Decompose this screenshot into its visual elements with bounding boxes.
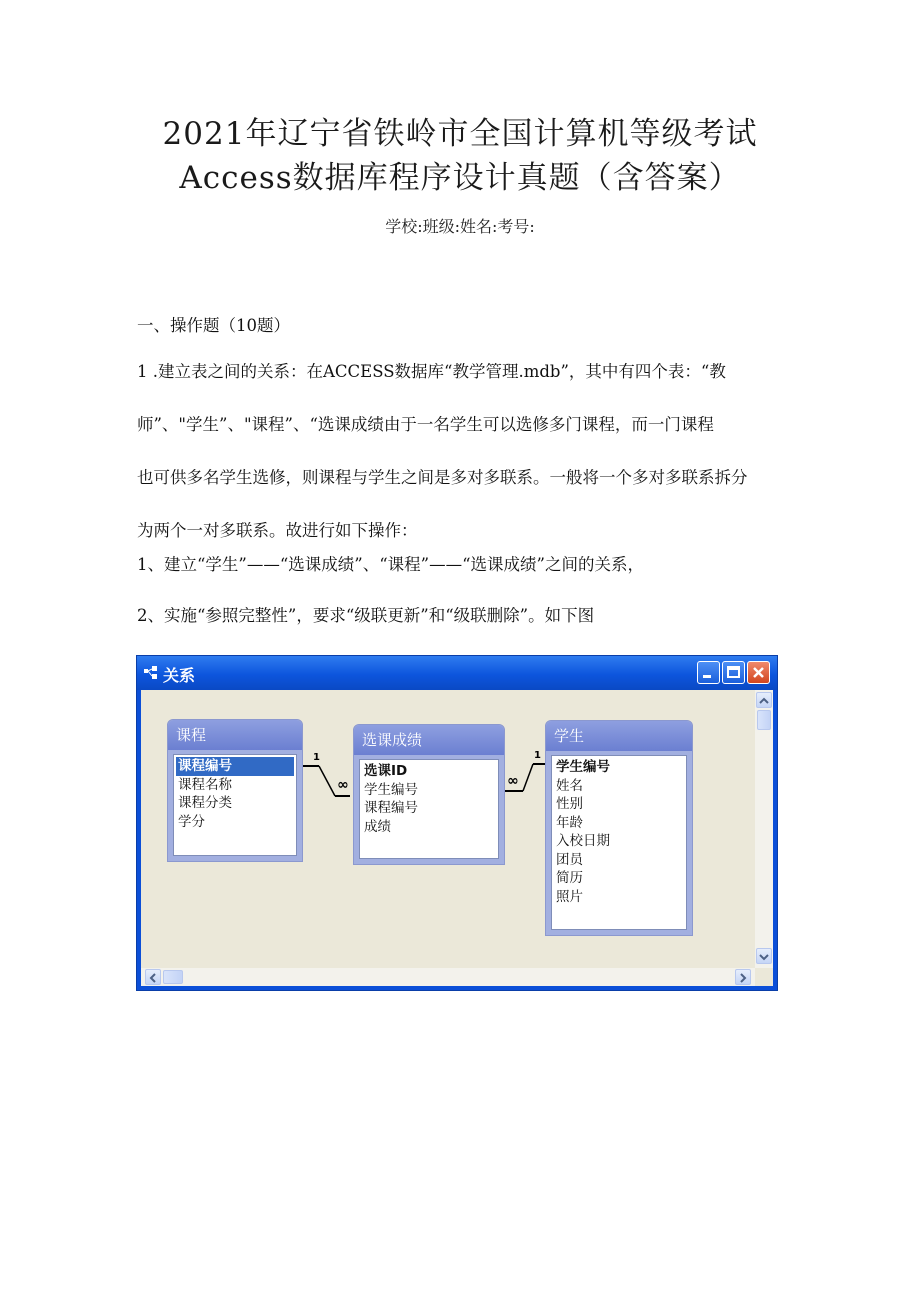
relationships-window — [136, 655, 778, 991]
field-item[interactable]: 课程分类 — [178, 795, 232, 811]
field-item[interactable]: 课程编号 — [176, 757, 294, 776]
table-student-fields[interactable] — [551, 755, 687, 930]
table-score-fields[interactable] — [359, 759, 499, 859]
close-button[interactable] — [747, 661, 770, 684]
chevron-left-icon — [146, 971, 160, 985]
field-item[interactable]: 照片 — [556, 888, 583, 905]
field-item[interactable]: 课程名称 — [178, 776, 232, 793]
chevron-right-icon — [736, 971, 750, 985]
scroll-left-button[interactable] — [145, 969, 161, 985]
table-course-fields[interactable] — [173, 754, 297, 856]
horizontal-scroll-thumb[interactable] — [163, 970, 183, 984]
close-icon — [748, 662, 769, 683]
doc-title-line2: Access数据库程序设计真题（含答案） — [179, 160, 741, 196]
table-student-title[interactable]: 学生 — [546, 721, 692, 751]
field-item[interactable]: 姓名 — [556, 777, 583, 794]
student-one-label: 1 — [534, 750, 541, 761]
question-1-text — [137, 358, 787, 570]
table-student[interactable] — [545, 720, 693, 936]
field-item[interactable]: 学生编号 — [556, 759, 610, 775]
maximize-icon — [723, 662, 744, 683]
vertical-scroll-thumb[interactable] — [757, 710, 771, 730]
relationships-icon — [143, 665, 159, 681]
question-1-line: 为两个一对多联系。故进行如下操作： — [137, 521, 418, 540]
chevron-down-icon — [757, 950, 771, 964]
minimize-icon — [698, 662, 719, 683]
scrollbar-corner — [755, 968, 773, 986]
maximize-button[interactable] — [722, 661, 745, 684]
table-course-title[interactable]: 课程 — [168, 720, 302, 750]
scroll-down-button[interactable] — [756, 948, 772, 964]
course-many-label: ∞ — [337, 777, 349, 793]
question-1-line: 也可供多名学生选修，则课程与学生之间是多对多联系。一般将一个多对多联系拆分 — [137, 468, 748, 487]
field-item[interactable]: 年龄 — [556, 814, 583, 831]
field-item[interactable]: 性别 — [556, 796, 583, 812]
relationships-canvas[interactable] — [141, 690, 755, 968]
section-heading: 一、操作题（10题） — [137, 316, 290, 335]
scroll-right-button[interactable] — [735, 969, 751, 985]
doc-title-line1: 2021年辽宁省铁岭市全国计算机等级考试 — [162, 116, 758, 152]
field-item[interactable]: 学生编号 — [364, 781, 418, 798]
field-item[interactable]: 课程编号 — [364, 800, 418, 816]
scroll-up-button[interactable] — [756, 692, 772, 708]
window-titlebar[interactable] — [137, 656, 777, 690]
student-many-label: ∞ — [507, 773, 519, 789]
window-title: 关系 — [163, 666, 196, 685]
table-score[interactable] — [353, 724, 505, 865]
doc-subtitle: 学校:班级:姓名:考号: — [385, 217, 535, 236]
horizontal-scrollbar[interactable] — [141, 968, 755, 986]
vertical-scrollbar[interactable] — [755, 690, 773, 968]
course-one-label: 1 — [313, 752, 320, 763]
step-1-text: 1、建立“学生”——“选课成绩”、“课程”——“选课成绩”之间的关系， — [137, 555, 644, 574]
field-item[interactable]: 团员 — [556, 851, 583, 868]
table-course[interactable] — [167, 719, 303, 862]
field-item[interactable]: 简历 — [556, 870, 583, 886]
question-1-line: 1 .建立表之间的关系：在ACCESS数据库“教学管理.mdb”，其中有四个表：“教 — [137, 362, 726, 381]
table-score-title[interactable]: 选课成绩 — [354, 725, 504, 755]
field-item[interactable]: 入校日期 — [556, 833, 610, 849]
minimize-button[interactable] — [697, 661, 720, 684]
field-item[interactable]: 学分 — [178, 813, 205, 830]
field-item[interactable]: 选课ID — [364, 763, 408, 779]
question-1-line: 师”、"学生”、"课程”、“选课成绩由于一名学生可以选修多门课程，而一门课程 — [137, 415, 714, 434]
chevron-up-icon — [757, 694, 771, 708]
field-item[interactable]: 成绩 — [364, 818, 391, 835]
step-2-text: 2、实施“参照完整性”，要求“级联更新”和“级联删除”。如下图 — [137, 606, 595, 625]
